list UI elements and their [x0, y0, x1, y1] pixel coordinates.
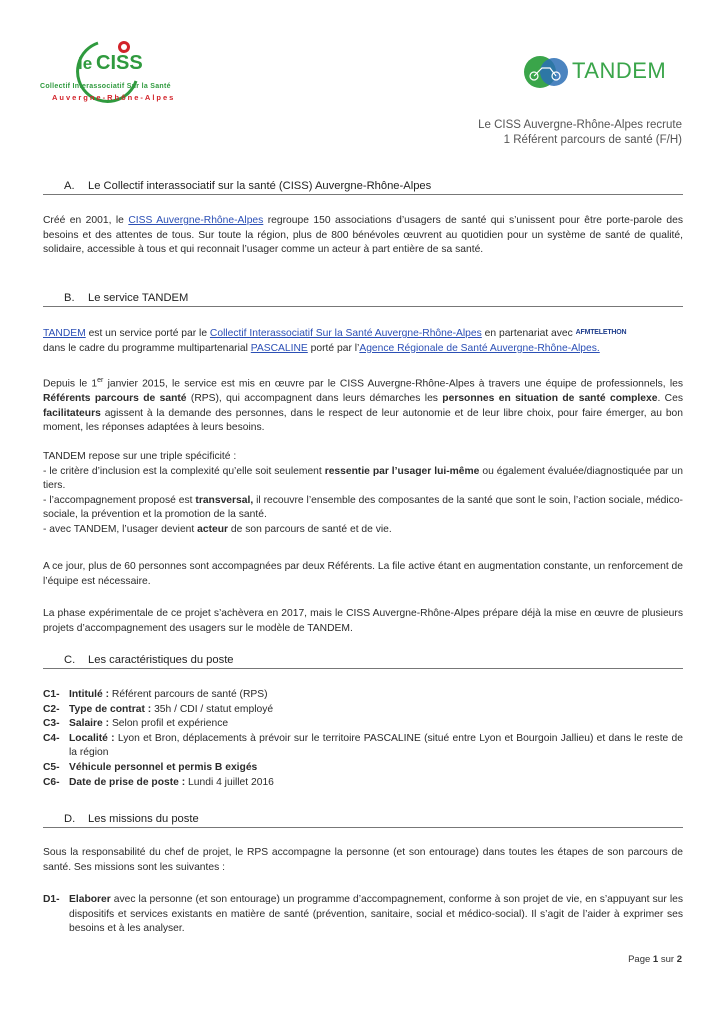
- item-value: Lundi 4 juillet 2016: [185, 776, 274, 788]
- text: porté par l’: [307, 342, 360, 354]
- bold-text: ressentie par l’usager lui-même: [324, 465, 480, 477]
- bold-text: personnes en situation de santé complexe: [442, 393, 658, 405]
- ciss-logo: [38, 33, 208, 113]
- item-value: 35h / CDI / statut employé: [151, 703, 274, 715]
- text: La phase expérimentale de ce projet s’achèvera en 2017, mais le CISS Auvergne-Rhône-Alpes prépare déjà la mise en œuvre de plusieurs projets d’accompagnement des usagers sur le modèle de TANDEM.: [43, 608, 683, 634]
- item-key: D1-: [43, 894, 60, 905]
- section-b-paragraph-5: [43, 607, 683, 636]
- text: janvier 2015, le service est mis en œuvre par le CISS Auvergne-Rhône-Alpes à travers une équipe de professionnels, les: [103, 378, 684, 390]
- item-label: Localité :: [69, 732, 115, 744]
- item-label: Type de contrat :: [69, 703, 152, 715]
- list-item: [43, 703, 683, 718]
- text: - l’accompagnement proposé est: [43, 494, 196, 506]
- list-item: [43, 688, 683, 703]
- item-label: Elaborer: [69, 894, 111, 905]
- text: A ce jour, plus de 60 personnes sont accompagnées par deux Référents. La file active étant en augmentation constante, un renforcement de l’équipe est nécessaire.: [43, 561, 683, 587]
- text: - le critère d’inclusion est la complexité qu’elle soit seulement: [43, 465, 325, 477]
- page-total: 2: [676, 954, 682, 965]
- item-key: C4-: [43, 732, 60, 744]
- item-key: C1-: [43, 689, 60, 700]
- title-line-2: 1 Référent parcours de santé (F/H): [503, 134, 682, 146]
- item-key: C2-: [43, 703, 60, 715]
- section-b-paragraph-4: [43, 560, 683, 589]
- ciss-tagline-2: Auvergne-Rhône-Alpes: [52, 93, 176, 102]
- bold-text: Référents parcours de santé: [43, 393, 187, 405]
- item-label: Intitulé :: [69, 689, 110, 700]
- item-key: C3-: [43, 718, 60, 730]
- section-a-paragraph: [43, 214, 683, 258]
- text: Depuis le 1: [43, 378, 98, 390]
- item-value: avec la personne (et son entourage) un programme d’accompagnement, conforme à son projet de vie, en s’appuyant sur les dispositifs et services existants en matière de santé (prévention, sanitaire, social et médico-social). Il s’agit de l’aider à exprimer ses besoins et à les analyser.: [69, 894, 683, 935]
- text: regroupe 150 associations d’usagers de santé qui s’unissent pour être porte-parole des besoins et des attentes de tous. Sur toute la région, plus de 800 bénévoles œuvrent au quotidien pour un système de santé de qualité, solidaire, accessible à tous et qui reconnait l’usager comme un acteur à part entière de sa santé.: [43, 215, 683, 256]
- section-b-heading: [43, 292, 683, 307]
- text: il recouvre l’ensemble des composantes de la santé que sont le soin, l’action sociale, médico-sociale, la prévention et la promotion de la santé.: [43, 494, 683, 521]
- section-d-list: [43, 893, 683, 937]
- svg-text:le: le: [78, 54, 93, 73]
- text: sur: [658, 954, 677, 965]
- text: . Ces: [657, 393, 683, 405]
- tandem-link[interactable]: TANDEM: [43, 328, 86, 340]
- text: en partenariat avec: [481, 328, 576, 340]
- page-number: 1: [652, 954, 659, 965]
- ars-link[interactable]: Agence Régionale de Santé Auvergne-Rhône-Alpes.: [359, 342, 600, 354]
- section-b-title: Le service TANDEM: [88, 292, 189, 304]
- text: ou également évaluée/diagnostiquée par un tiers.: [43, 465, 683, 492]
- text: de son parcours de santé et de vie.: [228, 523, 392, 535]
- section-b-paragraph-2: [43, 374, 683, 436]
- afm-telethon-label: AFMTELETHON: [575, 329, 627, 336]
- list-item: [43, 893, 683, 937]
- page-footer: [628, 954, 682, 965]
- text: Créé en 2001, le: [43, 215, 129, 226]
- list-item: [43, 776, 683, 791]
- document-title: [478, 118, 682, 148]
- collectif-link[interactable]: Collectif Interassociatif Sur la Santé Auvergne-Rhône-Alpes: [209, 328, 482, 340]
- section-c-heading: [43, 654, 683, 669]
- section-d-paragraph: [43, 846, 683, 875]
- item-label: Date de prise de poste :: [69, 776, 186, 788]
- section-b-paragraph-3: [43, 450, 683, 538]
- bold-text: transversal,: [195, 494, 254, 506]
- section-d-heading: [43, 813, 683, 828]
- section-b-letter: B.: [64, 292, 75, 304]
- bold-text: facilitateurs: [43, 407, 101, 419]
- text: est un service porté par le: [85, 328, 210, 340]
- afm-telethon-logo: [576, 326, 627, 341]
- title-line-1: Le CISS Auvergne-Rhône-Alpes recrute: [478, 119, 682, 131]
- ciss-tagline-1: Collectif Interassociatif Sur la Santé: [40, 83, 171, 90]
- item-key: C6-: [43, 776, 60, 788]
- section-c-list: [43, 688, 683, 790]
- section-c-title: Les caractéristiques du poste: [88, 654, 234, 666]
- list-item: [43, 717, 683, 732]
- svg-text:CISS: CISS: [96, 52, 143, 74]
- item-key: C5-: [43, 761, 60, 773]
- item-value: Selon profil et expérience: [109, 718, 229, 730]
- item-label: Salaire :: [69, 718, 110, 730]
- superscript: er: [97, 377, 104, 384]
- section-b-paragraph-1: [43, 326, 683, 356]
- item-label: Véhicule personnel et permis B exigés: [69, 761, 258, 773]
- tandem-logo-text: TANDEM: [572, 58, 667, 83]
- text: TANDEM repose sur une triple spécificité :: [43, 451, 237, 462]
- section-a-title: Le Collectif interassociatif sur la santé (CISS) Auvergne-Rhône-Alpes: [88, 180, 432, 192]
- bold-text: acteur: [197, 523, 229, 535]
- section-d-letter: D.: [64, 813, 76, 825]
- tandem-logo: [520, 52, 685, 92]
- section-c-letter: C.: [64, 654, 76, 666]
- section-a-letter: A.: [64, 180, 75, 192]
- section-a-heading: [43, 180, 683, 195]
- text: Page: [628, 954, 653, 965]
- text: - avec TANDEM, l’usager devient: [43, 523, 198, 535]
- list-item: [43, 732, 683, 761]
- tandem-bicycle-icon: [520, 54, 570, 90]
- text: dans le cadre du programme multipartenarial: [43, 342, 251, 354]
- item-value: Lyon et Bron, déplacements à prévoir sur le territoire PASCALINE (situé entre Lyon et Bourgoin Jallieu) et dans le reste de la région: [69, 732, 683, 759]
- item-value: Référent parcours de santé (RPS): [109, 689, 268, 700]
- text: Sous la responsabilité du chef de projet, le RPS accompagne la personne (et son entourage) dans toutes les étapes de son parcours de santé. Ses missions sont les suivantes :: [43, 847, 683, 873]
- pascaline-link[interactable]: PASCALINE: [250, 342, 308, 354]
- ciss-link[interactable]: CISS Auvergne-Rhône-Alpes: [128, 215, 264, 226]
- text: (RPS), qui accompagnent dans leurs démarches les: [186, 393, 443, 405]
- list-item: [43, 761, 683, 776]
- section-d-title: Les missions du poste: [88, 813, 199, 825]
- text: agissent à la demande des personnes, dans le respect de leur autonomie et de leur libre choix, pour faire émerger, au bon moment, les réponses adaptées à leurs besoins.: [43, 407, 683, 434]
